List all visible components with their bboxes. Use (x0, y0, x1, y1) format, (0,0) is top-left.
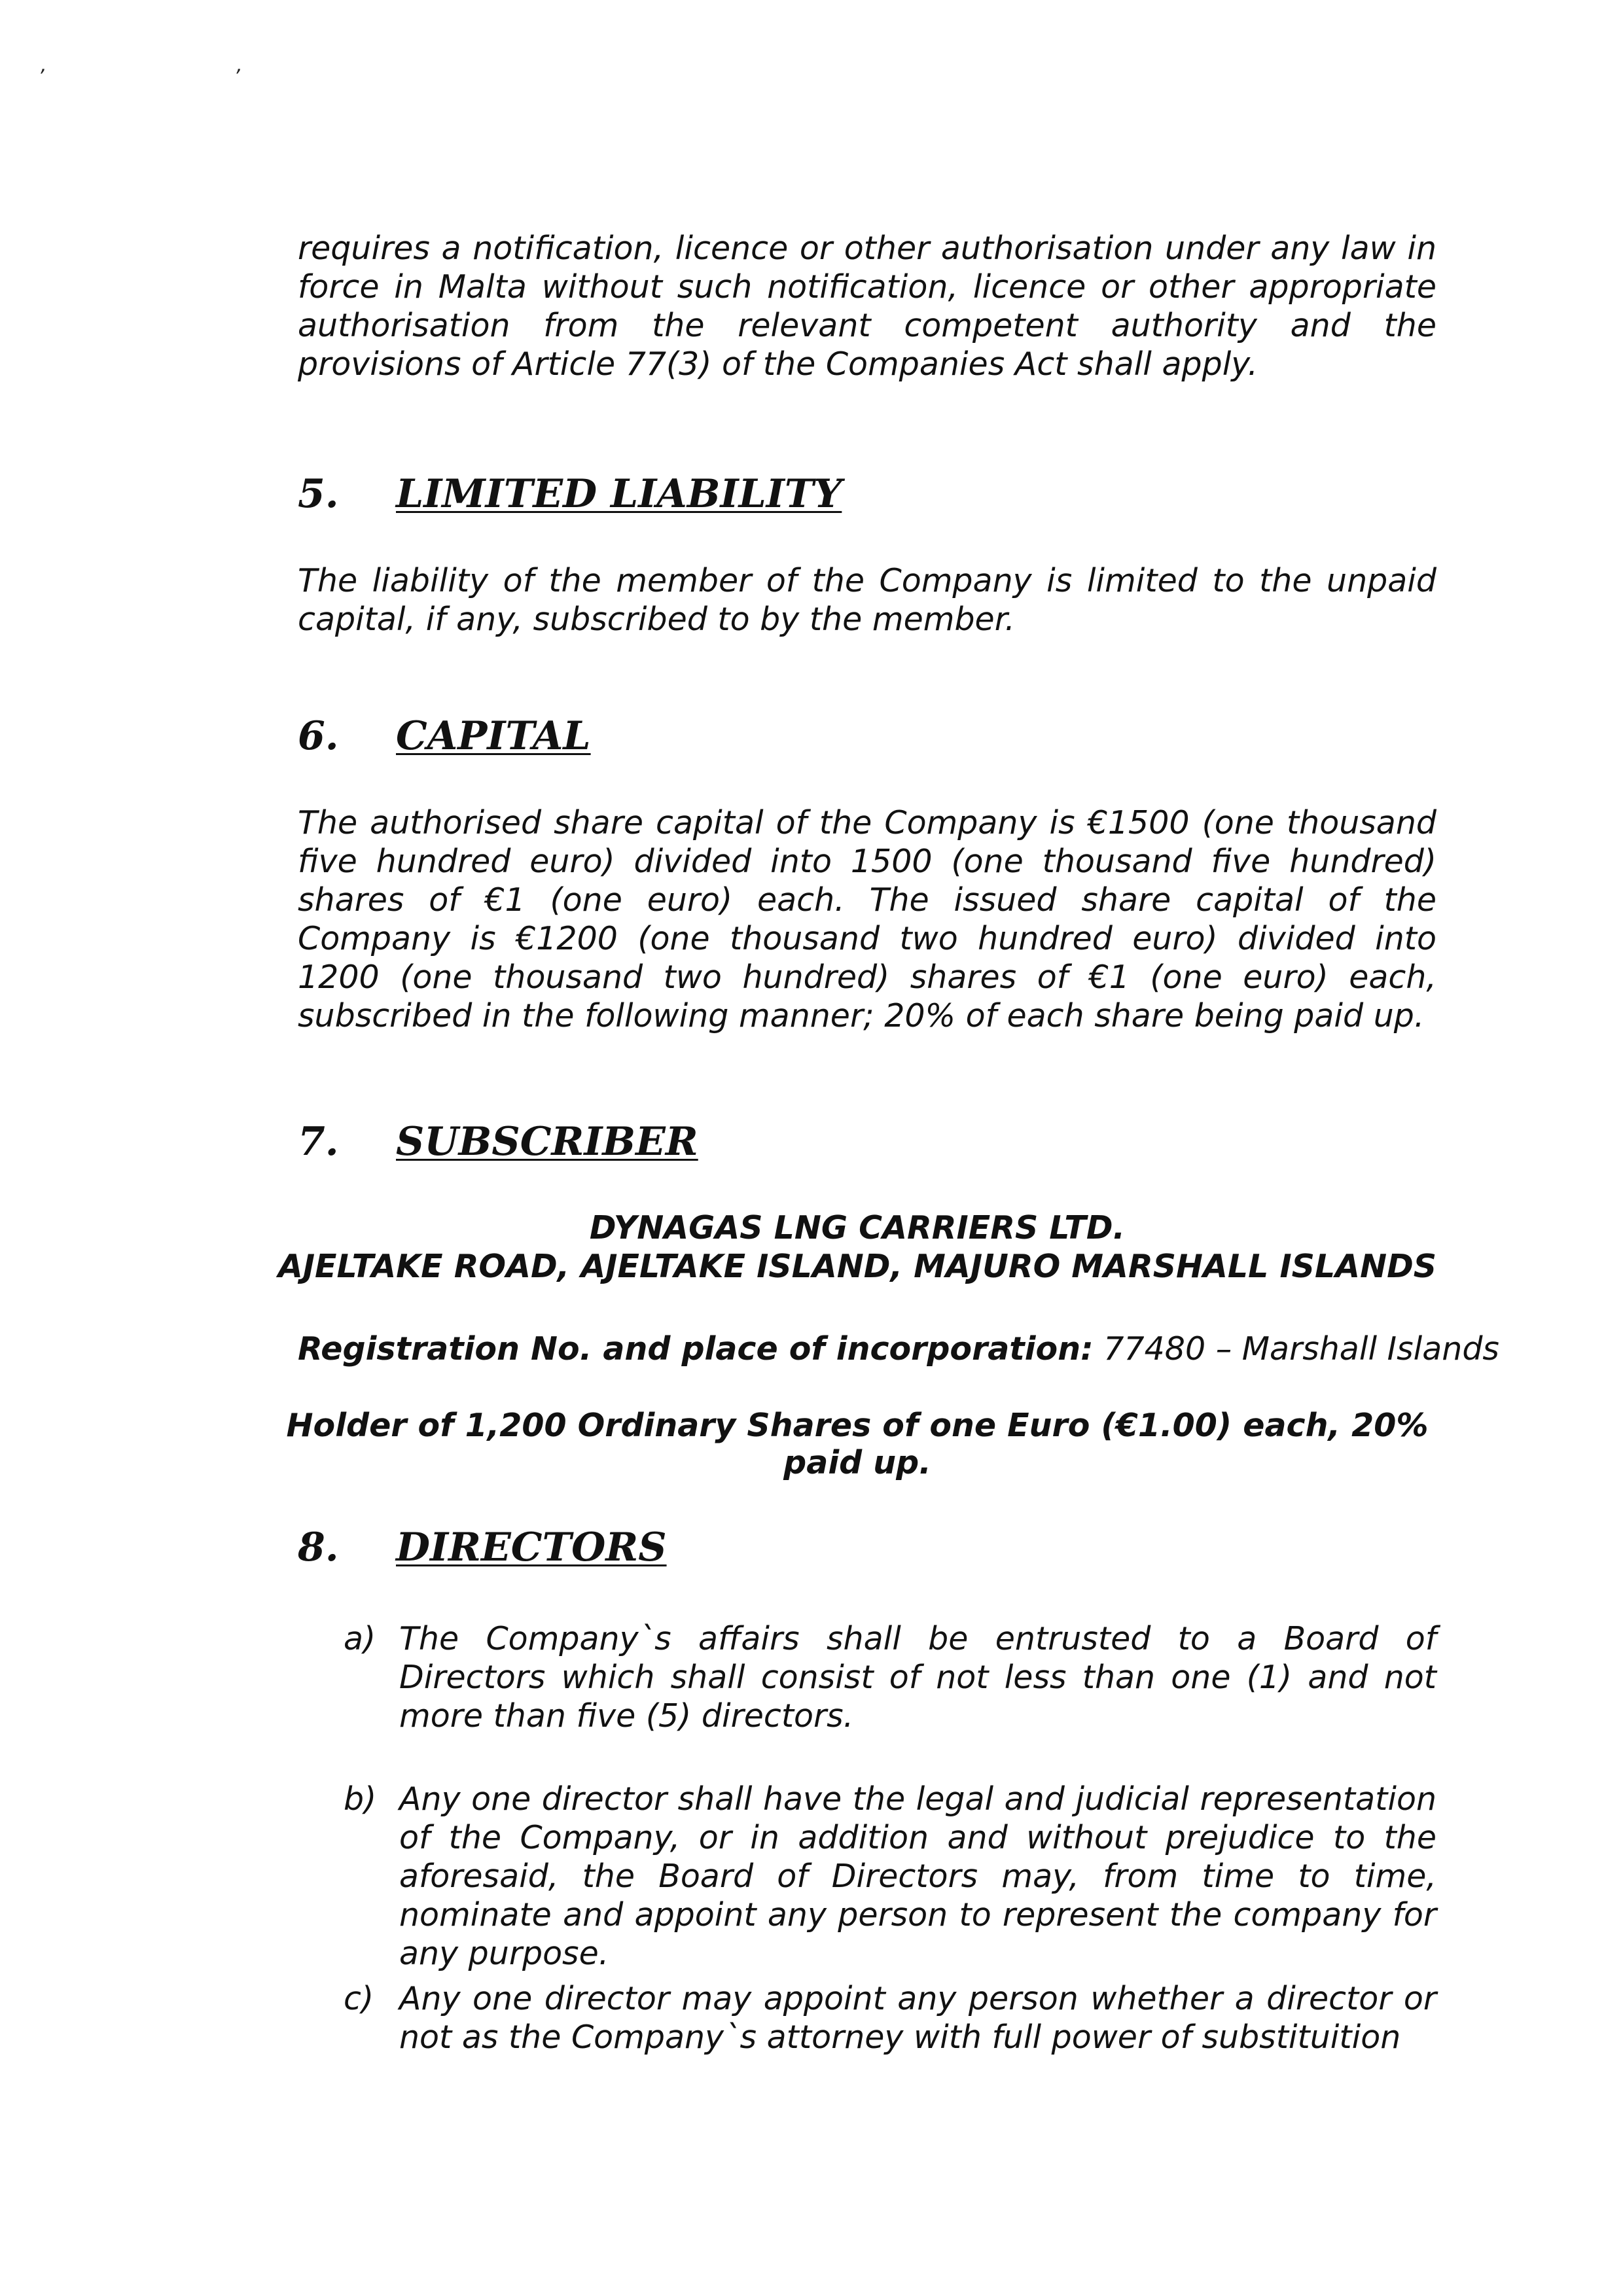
section-7-number: 7. (298, 1119, 339, 1165)
directors-item-a (344, 1619, 1436, 1735)
item-letter: a) (344, 1620, 376, 1657)
section-8-heading (298, 1525, 667, 1570)
section-6-text: The authorised share capital of the Company is €1500 (one thousand five hundred euro) divided into 1500 (one thousand five hundred) shares of €1 (one euro) each. The issued share capital of the Company is €1200 (one thousand two hundred euro) divided into 1200 (one thousand two hundred) shares of €1 (one euro) each, subscribed in the following manner; 20% of each share being paid up. (298, 804, 1436, 1034)
section-5-number: 5. (298, 471, 339, 517)
section-6-heading (298, 713, 591, 759)
section-5-title: LIMITED LIABILITY (396, 471, 842, 517)
directors-item-c (344, 1979, 1436, 2057)
section-7-title: SUBSCRIBER (396, 1119, 698, 1165)
registration-label: Registration No. and place of incorporation: (298, 1330, 1094, 1368)
registration-value: 77480 – Marshall Islands (1103, 1330, 1499, 1368)
item-text: Any one director shall have the legal and judicial representation of the Company, or in addition and without prejudice to the aforesaid, the Board of Directors may, from time to time, nominate and appoint any person to represent the company for any purpose. (399, 1780, 1436, 1972)
section-6-title: CAPITAL (396, 713, 591, 759)
registration-line (298, 1330, 1499, 1368)
item-text: The Company`s affairs shall be entrusted to a Board of Directors which shall consist of not less than one (1) and not more than five (5) directors. (399, 1620, 1436, 1735)
subscriber-holding: Holder of 1,200 Ordinary Shares of one Euro (€1.00) each, 20% paid up. (286, 1407, 1429, 1481)
item-letter: b) (344, 1780, 377, 1818)
subscriber-address: AJELTAKE ROAD, AJELTAKE ISLAND, MAJURO MARSHALL ISLANDS (277, 1248, 1437, 1285)
section-5-text: The liability of the member of the Company is limited to the unpaid capital, if any, subscribed to by the member. (298, 562, 1436, 638)
directors-item-b (344, 1780, 1436, 1973)
item-text: Any one director may appoint any person whether a director or not as the Company`s attorney with full power of substituition (399, 1980, 1436, 2056)
section-7-heading (298, 1119, 698, 1165)
section-8-title: DIRECTORS (396, 1525, 667, 1570)
item-letter: c) (344, 1980, 374, 2017)
page-marks: , , (41, 54, 334, 77)
section-6-number: 6. (298, 713, 339, 759)
section-8-number: 8. (298, 1525, 339, 1570)
subscriber-name: DYNAGAS LNG CARRIERS LTD. (589, 1209, 1126, 1246)
section-5-heading (298, 471, 842, 517)
intro-paragraph: requires a notification, licence or other authorisation under any law in force in Malta without such notification, licence or other appropriate authorisation from the relevant competent authority and the provisions of Article 77(3) of the Companies Act shall apply. (298, 230, 1436, 383)
